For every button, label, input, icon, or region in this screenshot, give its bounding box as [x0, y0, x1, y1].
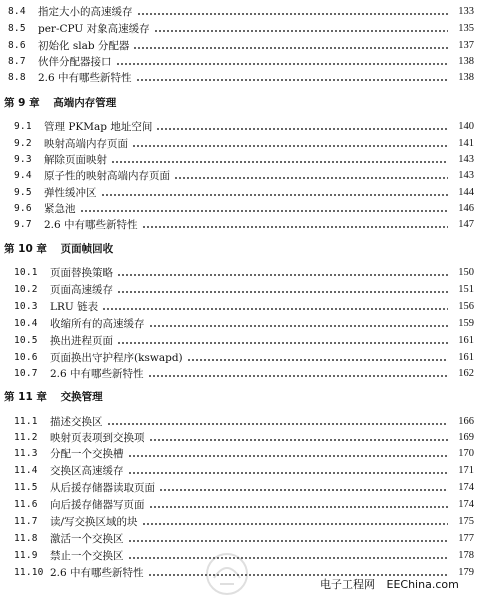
dot-leader	[117, 274, 448, 276]
section-number: 10.3	[14, 301, 38, 312]
dot-leader	[128, 455, 449, 457]
section-number: 11.1	[14, 416, 38, 427]
site-watermark	[320, 576, 459, 592]
toc-entry	[14, 183, 474, 199]
toc-entry	[14, 428, 474, 444]
section-title: 伙伴分配器接口	[38, 56, 112, 68]
page-number: 150	[458, 267, 474, 278]
chapter-heading	[4, 95, 116, 110]
dot-leader	[117, 342, 448, 344]
page-number: 174	[458, 482, 474, 493]
toc-entry	[14, 348, 474, 364]
dot-leader	[128, 557, 449, 559]
dot-leader	[128, 472, 449, 474]
toc-entry	[14, 280, 474, 296]
section-number: 8.4	[8, 6, 26, 17]
section-title: 页面换出守护程序(kswapd)	[50, 352, 183, 364]
page-number: 169	[458, 432, 474, 443]
toc-entry	[14, 444, 474, 460]
page-number: 175	[458, 516, 474, 527]
toc-entry	[14, 412, 474, 428]
page-number: 133	[458, 6, 474, 17]
section-title: 收缩所有的高速缓存	[50, 318, 145, 330]
page-number: 161	[458, 335, 474, 346]
page-number: 140	[458, 121, 474, 132]
page-number: 138	[458, 72, 474, 83]
site-name-cn: 电子工程网	[320, 578, 375, 591]
toc-entry	[14, 134, 474, 150]
dot-leader	[159, 489, 448, 491]
page-number: 146	[458, 203, 474, 214]
page-number: 147	[458, 219, 474, 230]
section-number: 11.5	[14, 482, 38, 493]
toc-entry	[8, 2, 474, 18]
section-title: 分配一个交换槽	[50, 448, 124, 460]
toc-entry	[14, 364, 474, 380]
dot-leader	[137, 13, 449, 15]
section-title: 页面替换策略	[50, 267, 113, 279]
section-title: LRU 链表	[50, 301, 99, 313]
section-title: 管理 PKMap 地址空间	[44, 121, 153, 133]
chapter-heading	[4, 241, 113, 256]
dot-leader	[133, 47, 448, 49]
watermark-stamp	[192, 548, 262, 597]
section-title: 禁止一个交换区	[50, 550, 124, 562]
toc-entry	[8, 68, 474, 84]
section-title: 指定大小的高速缓存	[38, 6, 133, 18]
chapter-label: 第 10 章	[4, 243, 47, 255]
page-number: 174	[458, 499, 474, 510]
dot-leader	[149, 506, 449, 508]
dot-leader	[102, 308, 448, 310]
section-number: 9.2	[14, 138, 32, 149]
section-number: 8.8	[8, 72, 26, 83]
toc-entry	[14, 150, 474, 166]
section-number: 11.2	[14, 432, 38, 443]
dot-leader	[116, 63, 449, 65]
section-title: 2.6 中有哪些新特性	[38, 72, 132, 84]
section-title: 描述交换区	[50, 416, 103, 428]
toc-entry	[14, 495, 474, 511]
section-number: 11.3	[14, 448, 38, 459]
page-number: 144	[458, 187, 474, 198]
dot-leader	[174, 177, 448, 179]
section-title: 映射页表项到交换项	[50, 432, 145, 444]
section-title: 2.6 中有哪些新特性	[50, 368, 144, 380]
section-title: 映射高端内存页面	[44, 138, 128, 150]
page-number: 135	[458, 23, 474, 34]
section-title: per-CPU 对象高速缓存	[38, 23, 150, 35]
section-number: 11.6	[14, 499, 38, 510]
toc-entry	[14, 461, 474, 477]
section-number: 11.4	[14, 465, 38, 476]
chapter-title: 交换管理	[60, 391, 103, 403]
dot-leader	[128, 540, 449, 542]
dot-leader	[154, 30, 448, 32]
page-number: 171	[458, 465, 474, 476]
toc-entry	[14, 529, 474, 545]
site-name-en: EEChina.com	[386, 578, 459, 591]
section-title: 换出进程页面	[50, 335, 113, 347]
toc-entry	[14, 297, 474, 313]
page-number: 156	[458, 301, 474, 312]
dot-leader	[148, 375, 448, 377]
dot-leader	[117, 291, 448, 293]
dot-leader	[142, 226, 448, 228]
section-title: 紧急池	[44, 203, 76, 215]
dot-leader	[156, 128, 448, 130]
section-number: 9.6	[14, 203, 32, 214]
toc-entry	[8, 36, 474, 52]
dot-leader	[142, 523, 448, 525]
toc-entry	[14, 117, 474, 133]
section-number: 9.4	[14, 170, 32, 181]
section-number: 9.1	[14, 121, 32, 132]
section-number: 8.5	[8, 23, 26, 34]
dot-leader	[187, 359, 448, 361]
toc-entry	[14, 166, 474, 182]
section-title: 激活一个交换区	[50, 533, 124, 545]
section-title: 2.6 中有哪些新特性	[50, 567, 144, 579]
section-number: 11.8	[14, 533, 38, 544]
section-number: 9.3	[14, 154, 32, 165]
page-number: 179	[458, 567, 474, 578]
section-number: 10.1	[14, 267, 38, 278]
section-number: 10.6	[14, 352, 38, 363]
page-number: 170	[458, 448, 474, 459]
page-number: 141	[458, 138, 474, 149]
section-title: 弹性缓冲区	[44, 187, 97, 199]
dot-leader	[101, 194, 449, 196]
page-number: 151	[458, 284, 474, 295]
section-title: 页面高速缓存	[50, 284, 113, 296]
page-number: 159	[458, 318, 474, 329]
dot-leader	[107, 423, 449, 425]
dot-leader	[80, 210, 449, 212]
chapter-label: 第 9 章	[4, 97, 40, 109]
page-number: 137	[458, 40, 474, 51]
toc-entry	[14, 263, 474, 279]
page-number: 177	[458, 533, 474, 544]
toc-entry	[8, 19, 474, 35]
section-number: 11.9	[14, 550, 38, 561]
page-number: 162	[458, 368, 474, 379]
chapter-title: 高端内存管理	[53, 97, 117, 109]
section-title: 交换区高速缓存	[50, 465, 124, 477]
page-number: 143	[458, 170, 474, 181]
page-number: 143	[458, 154, 474, 165]
chapter-title: 页面帧回收	[60, 243, 114, 255]
toc-entry	[14, 215, 474, 231]
section-number: 10.5	[14, 335, 38, 346]
dot-leader	[149, 439, 449, 441]
section-number: 10.7	[14, 368, 38, 379]
section-number: 9.7	[14, 219, 32, 230]
section-title: 初始化 slab 分配器	[38, 40, 130, 52]
section-title: 读/写交换区域的块	[50, 516, 138, 528]
section-number: 11.7	[14, 516, 38, 527]
dot-leader	[111, 161, 448, 163]
section-number: 9.5	[14, 187, 32, 198]
section-number: 10.2	[14, 284, 38, 295]
chapter-heading	[4, 389, 103, 404]
page-number: 178	[458, 550, 474, 561]
section-number: 8.6	[8, 40, 26, 51]
section-title: 2.6 中有哪些新特性	[44, 219, 138, 231]
toc-entry	[14, 478, 474, 494]
section-number: 8.7	[8, 56, 26, 67]
toc-entry	[14, 512, 474, 528]
dot-leader	[136, 79, 448, 81]
page-number: 166	[458, 416, 474, 427]
toc-entry	[14, 199, 474, 215]
toc-entry	[14, 314, 474, 330]
dot-leader	[132, 145, 448, 147]
section-title: 从后援存储器读取页面	[50, 482, 155, 494]
section-title: 向后援存储器写页面	[50, 499, 145, 511]
dot-leader	[149, 325, 449, 327]
toc-entry	[8, 52, 474, 68]
section-title: 解除页面映射	[44, 154, 107, 166]
page-number: 161	[458, 352, 474, 363]
section-title: 原子性的映射高端内存页面	[44, 170, 170, 182]
section-number: 11.10	[14, 567, 44, 578]
toc-entry	[14, 331, 474, 347]
chapter-label: 第 11 章	[4, 391, 47, 403]
page-number: 138	[458, 56, 474, 67]
section-number: 10.4	[14, 318, 38, 329]
